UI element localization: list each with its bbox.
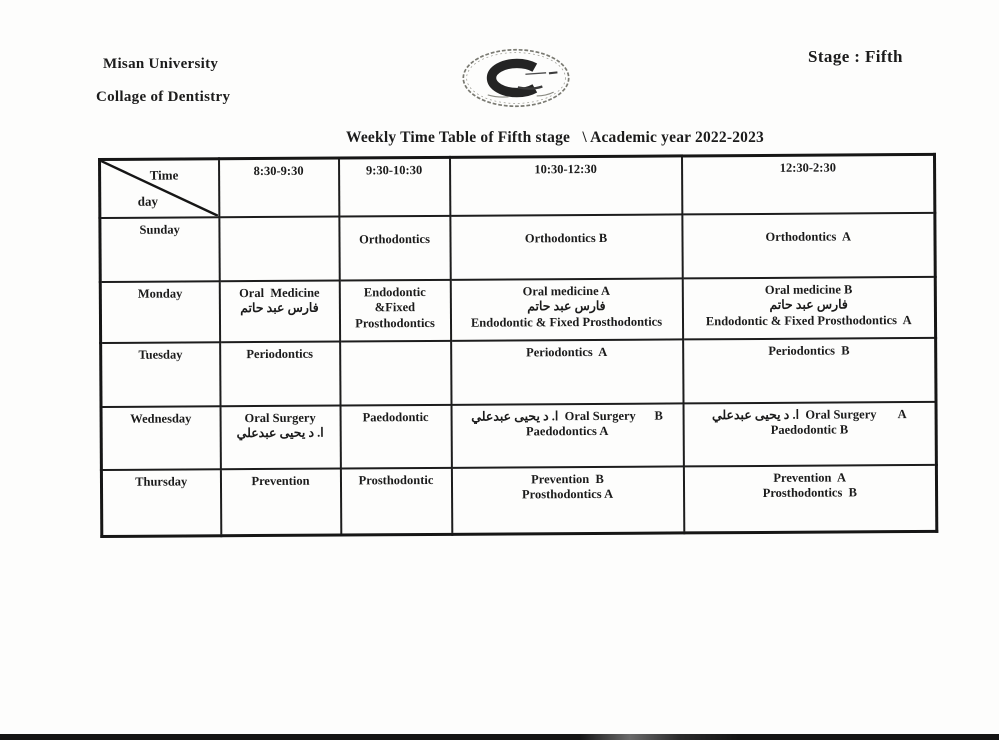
cell-line: Orthodontics B xyxy=(524,230,608,245)
timetable-row xyxy=(101,401,936,469)
day-cell: Tuesday xyxy=(101,342,220,407)
timetable-cell xyxy=(683,401,936,466)
corner-label-time: Time xyxy=(149,167,179,183)
cell-line: فارس عبد حاتم xyxy=(769,297,848,312)
cell-line: Prevention A xyxy=(773,469,847,485)
day-cell: Wednesday xyxy=(101,406,220,470)
cell-line: ا. د يحيى عبدعلي Oral Surgery B xyxy=(471,408,663,424)
timetable-header-row xyxy=(100,154,935,217)
scan-edge-artifact xyxy=(0,734,999,740)
cell-line: Prosthodontics A xyxy=(521,486,614,502)
stage-label: Stage : Fifth xyxy=(808,47,903,66)
cell-line: Periodontics A xyxy=(526,344,608,359)
timetable-cell xyxy=(339,279,450,341)
time-slot-header: 10:30-12:30 xyxy=(450,156,682,215)
cell-line: &Fixed xyxy=(374,300,416,315)
page-title: Weekly Time Table of Fifth stage \ Academic year 2022-2023 xyxy=(346,129,764,146)
timetable-row xyxy=(101,464,936,536)
timetable-cell xyxy=(682,212,935,278)
cell-line: Prosthodontic xyxy=(358,472,434,487)
timetable-row xyxy=(101,337,936,406)
cell-line: Prosthodontics xyxy=(355,315,435,330)
timetable-cell xyxy=(340,404,451,468)
timetable-cell xyxy=(683,337,936,403)
timetable-row xyxy=(100,276,935,342)
timetable-cell xyxy=(451,403,683,467)
cell-line: Endodontic & Fixed Prosthodontics A xyxy=(705,312,912,328)
weekly-timetable xyxy=(98,153,937,538)
cell-line: Prevention xyxy=(251,473,310,488)
timetable-cell xyxy=(683,464,936,533)
timetable-body xyxy=(100,212,937,536)
cell-line: Periodontics B xyxy=(768,342,850,358)
corner-label-day: day xyxy=(137,193,159,209)
cell-line: ا. د يحيى عبدعلي Oral Surgery A xyxy=(711,406,907,422)
cell-line: Endodontic & Fixed Prosthodontics xyxy=(470,314,663,330)
time-slot-header: 12:30-2:30 xyxy=(681,154,934,214)
time-slot-header: 9:30-10:30 xyxy=(339,157,450,216)
university-name: Misan University xyxy=(103,56,219,72)
timetable-cell xyxy=(450,278,682,340)
cell-line: Orthodontics xyxy=(359,231,430,246)
day-cell: Monday xyxy=(100,281,219,343)
timetable-cell xyxy=(339,215,450,280)
cell-line: فارس عبد حاتم xyxy=(240,300,319,316)
timetable-cell xyxy=(220,341,340,406)
college-name: Collage of Dentistry xyxy=(96,89,231,105)
cell-line: Oral Medicine xyxy=(239,285,320,300)
timetable-row xyxy=(100,212,935,281)
cell-line: Paedodontic B xyxy=(770,422,849,437)
timetable-cell xyxy=(340,340,451,405)
cell-line: Oral medicine B xyxy=(764,281,853,297)
timetable-cell xyxy=(219,280,339,342)
misan-university-stamp-icon xyxy=(459,46,573,110)
cell-line: Oral medicine A xyxy=(522,283,611,298)
cell-line: Periodontics xyxy=(246,346,314,361)
cell-line: Paedodontics A xyxy=(525,423,609,439)
timetable-cell xyxy=(220,468,340,536)
cell-line: Oral Surgery xyxy=(244,410,316,425)
cell-line: فارس عبد حاتم xyxy=(527,298,606,314)
day-cell: Thursday xyxy=(101,469,220,537)
timetable-cell xyxy=(450,214,682,279)
timetable-cell xyxy=(220,405,340,469)
timetable-cell xyxy=(451,339,683,404)
timetable-cell xyxy=(340,467,451,535)
time-slot-header: 8:30-9:30 xyxy=(219,158,339,217)
cell-line: Endodontic xyxy=(363,284,426,299)
cell-line: ا. د يحيى عبدعلي xyxy=(236,425,324,441)
cell-line: Paedodontic xyxy=(362,409,429,424)
timetable-cell xyxy=(219,216,339,281)
timetable-cell xyxy=(682,276,935,339)
cell-line: Prevention B xyxy=(531,471,604,486)
cell-line: Prosthodontics B xyxy=(762,485,857,500)
day-cell: Sunday xyxy=(100,217,219,282)
timetable-table xyxy=(98,153,938,538)
corner-cell xyxy=(100,159,219,218)
cell-line: Orthodontics A xyxy=(765,228,852,244)
timetable-cell xyxy=(451,466,683,534)
